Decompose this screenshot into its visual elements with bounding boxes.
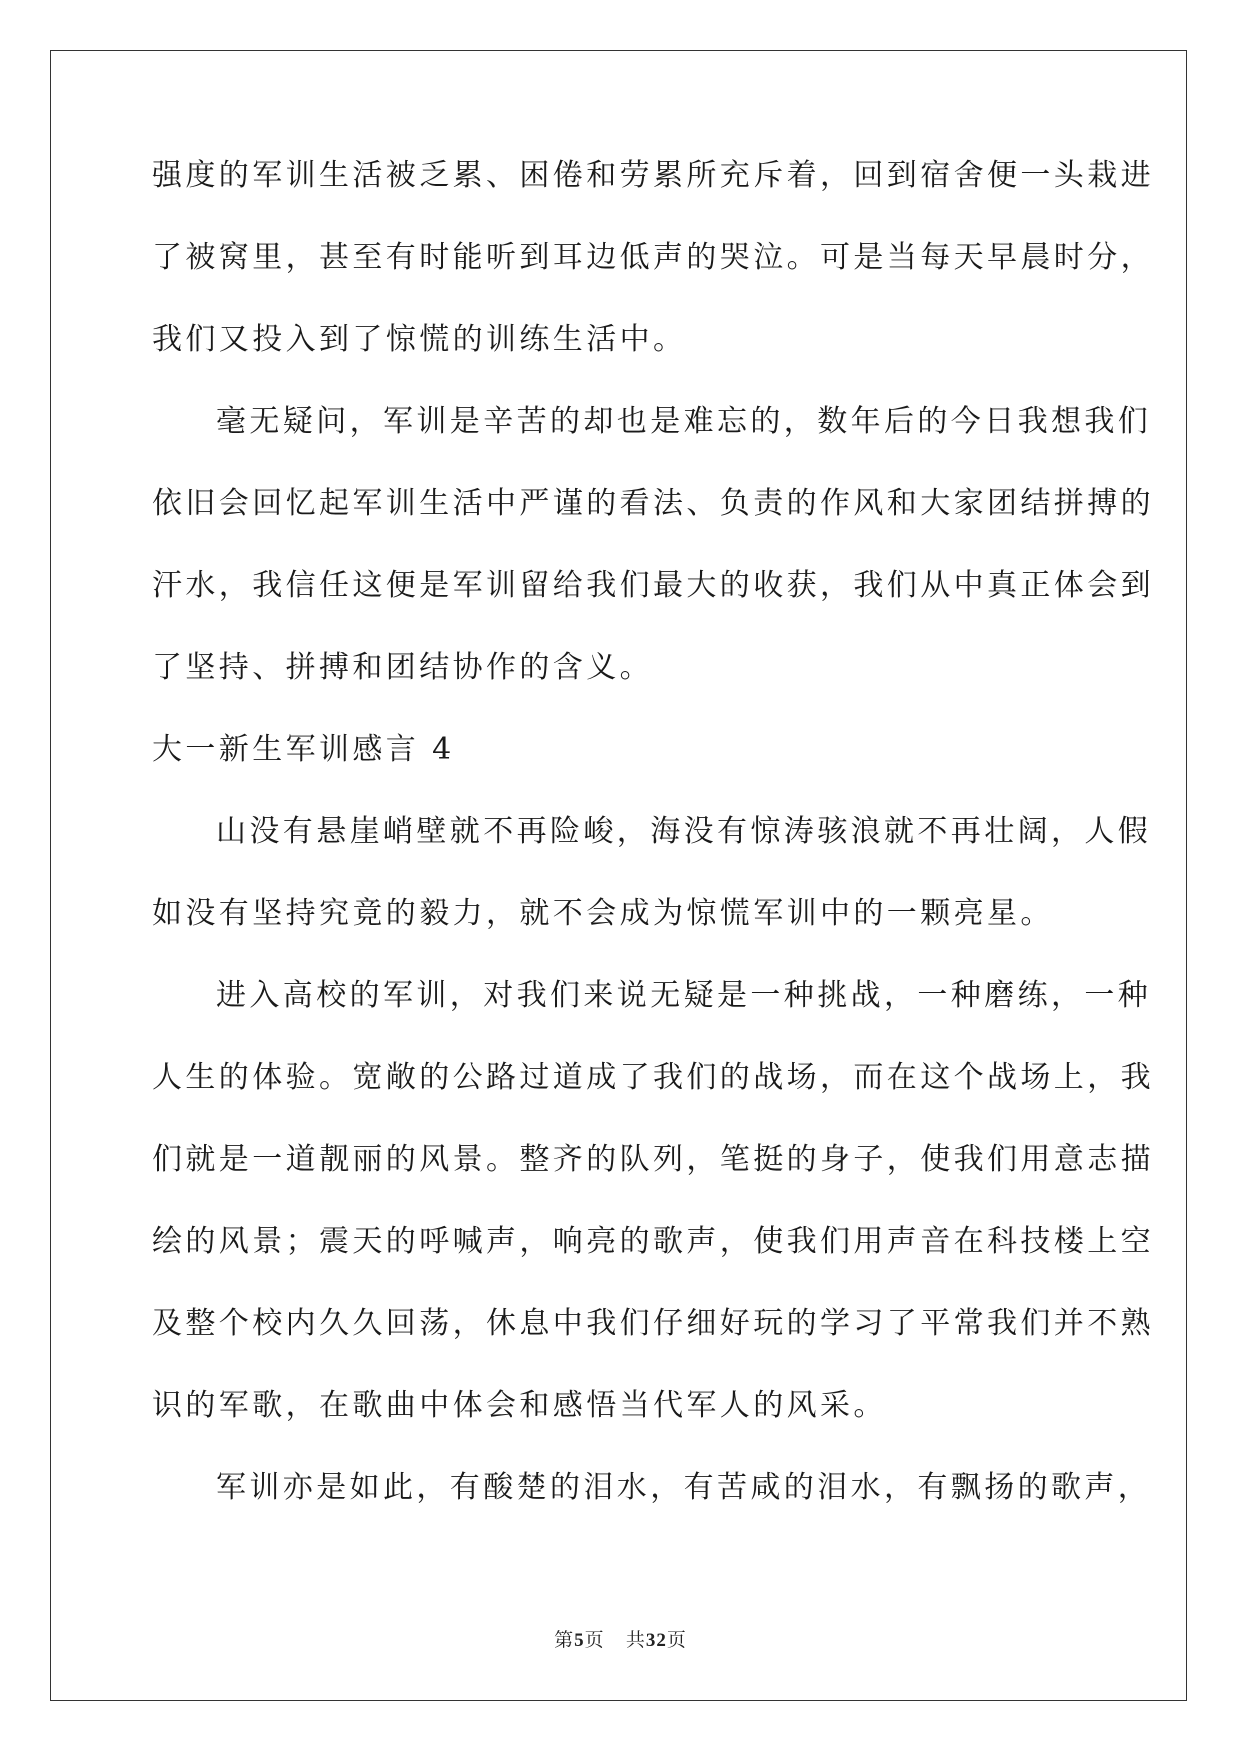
text-line: 如没有坚持究竟的毅力，就不会成为惊慌军训中的一颗亮星。	[152, 896, 1054, 931]
document-body	[152, 158, 1154, 1554]
footer-total-prefix: 共	[625, 1629, 646, 1651]
current-page-number: 5	[574, 1630, 585, 1651]
page-footer	[0, 1625, 1241, 1652]
paragraph-start-line: 进入高校的军训，对我们来说无疑是一种挑战，一种磨练，一种	[216, 978, 1152, 1013]
text-line: 强度的军训生活被乏累、困倦和劳累所充斥着，回到宿舍便一头栽进	[152, 158, 1154, 193]
paragraph-start-line: 军训亦是如此，有酸楚的泪水，有苦咸的泪水，有飘扬的歌声，	[216, 1470, 1152, 1505]
text-line: 们就是一道靓丽的风景。整齐的队列，笔挺的身子，使我们用意志描	[152, 1142, 1154, 1177]
total-pages-number: 32	[645, 1630, 667, 1651]
text-line: 绘的风景；震天的呼喊声，响亮的歌声，使我们用声音在科技楼上空	[152, 1224, 1154, 1259]
text-line: 识的军歌，在歌曲中体会和感悟当代军人的风采。	[152, 1388, 887, 1423]
footer-total-unit: 页	[666, 1629, 687, 1651]
text-line: 汗水，我信任这便是军训留给我们最大的收获，我们从中真正体会到	[152, 568, 1154, 603]
paragraph-start-line: 山没有悬崖峭壁就不再险峻，海没有惊涛骇浪就不再壮阔，人假	[216, 814, 1152, 849]
text-line: 了坚持、拼搏和团结协作的含义。	[152, 650, 653, 685]
text-line: 我们又投入到了惊慌的训练生活中。	[152, 322, 687, 357]
paragraph-start-line: 毫无疑问，军训是辛苦的却也是难忘的，数年后的今日我想我们	[216, 404, 1152, 439]
footer-page-unit: 页	[584, 1629, 605, 1651]
footer-prefix: 第	[554, 1629, 575, 1651]
text-line: 了被窝里，甚至有时能听到耳边低声的哭泣。可是当每天早晨时分，	[152, 240, 1154, 275]
section-heading: 大一新生军训感言 4	[152, 732, 455, 767]
text-line: 及整个校内久久回荡，休息中我们仔细好玩的学习了平常我们并不熟	[152, 1306, 1154, 1341]
text-line: 人生的体验。宽敞的公路过道成了我们的战场，而在这个战场上，我	[152, 1060, 1154, 1095]
text-line: 依旧会回忆起军训生活中严谨的看法、负责的作风和大家团结拼搏的	[152, 486, 1154, 521]
